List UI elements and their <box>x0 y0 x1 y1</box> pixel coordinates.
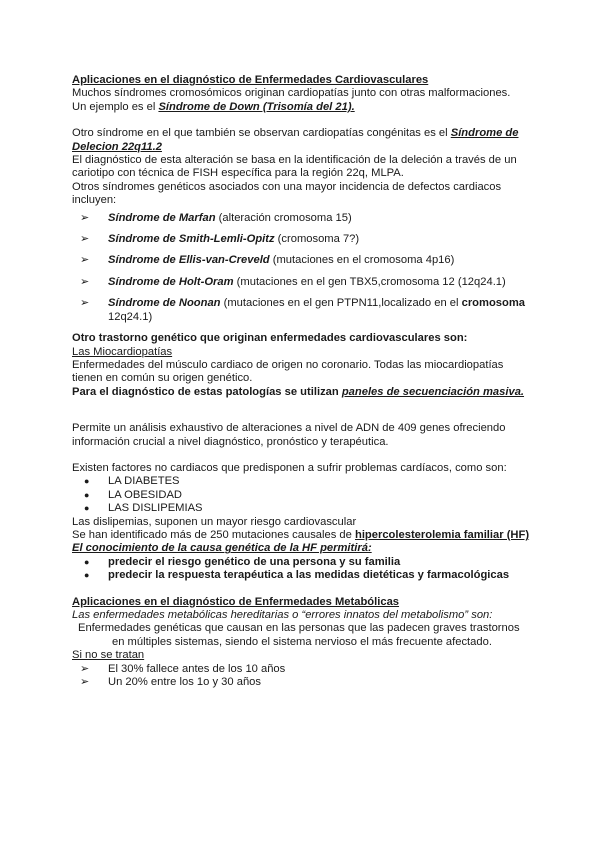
tratan-item: El 30% fallece antes de los 10 años <box>108 662 286 675</box>
list-item <box>72 212 532 225</box>
arrow-bullet-icon: ➢ <box>80 662 90 675</box>
dot-bullet-icon: ● <box>84 503 90 514</box>
miocardiopatias-title: Las Miocardiopatías <box>72 345 173 358</box>
analisis: Permite un análisis exhaustivo de alteraciones a nivel de ADN de 409 genes ofreciendo información crucial a nivel diagnóstico, pronóstico y terapéutica. <box>72 422 506 448</box>
syndrome-detail: (alteración cromosoma 15) <box>215 211 352 224</box>
list-item <box>72 569 532 582</box>
down-line <box>72 101 532 114</box>
factores-list <box>72 475 532 515</box>
delecion-prefix: Otro síndrome en el que también se observan cardiopatías congénitas es el <box>72 127 451 140</box>
syndrome-detail: (mutaciones en el gen PTPN11,localizado en el <box>220 297 462 310</box>
tratan-list <box>72 663 532 690</box>
syndrome-name: Síndrome de Smith-Lemli-Opitz <box>108 233 275 246</box>
arrow-bullet-icon: ➢ <box>80 275 90 288</box>
arrow-bullet-icon: ➢ <box>80 297 90 310</box>
conocimiento-item: predecir el riesgo genético de una persona y su familia <box>108 555 401 568</box>
conocimiento-list <box>72 556 532 583</box>
list-item <box>72 233 532 246</box>
metab-subtitle: Las enfermedades metabólicas hereditarias o “errores innatos del metabolismo” son: <box>72 609 493 621</box>
document-content <box>72 74 532 689</box>
tratan-item: Un 20% entre los 1o y 30 años <box>108 676 261 689</box>
syndrome-name: Síndrome de Holt-Oram <box>108 275 234 288</box>
si-no-se-tratan: Si no se tratan <box>72 649 145 662</box>
arrow-bullet-icon: ➢ <box>80 233 90 246</box>
factor-label: LA OBESIDAD <box>108 488 182 501</box>
list-item <box>72 502 532 515</box>
paneles-line <box>72 386 532 399</box>
dot-bullet-icon: ● <box>84 476 90 487</box>
paneles-link: paneles de secuenciación masiva. <box>341 385 525 398</box>
syndrome-extra-bold: cromosoma <box>461 297 526 310</box>
dislipemias: Las dislipemias, suponen un mayor riesgo cardiovascular <box>72 515 357 528</box>
mutaciones-line <box>72 529 532 542</box>
syndrome-list <box>72 212 532 324</box>
delecion-syndrome-name: Síndrome de Delecion 22q11.2 <box>72 127 519 153</box>
dot-bullet-icon: ● <box>84 570 90 581</box>
arrow-bullet-icon: ➢ <box>80 254 90 267</box>
list-item <box>72 663 532 676</box>
cardio-intro: Muchos síndromes cromosómicos originan cardiopatías junto con otras malformaciones. <box>72 87 511 100</box>
dot-bullet-icon: ● <box>84 556 90 567</box>
hipercolesterolemia-term: hipercolesterolemia familiar (HF) <box>354 528 530 541</box>
list-item <box>72 676 532 689</box>
conocimiento-item: predecir la respuesta terapéutica a las medidas dietéticas y farmacológicas <box>108 569 510 582</box>
miocardiopatias-desc: Enfermedades del músculo cardiaco de origen no coronario. Todas las miocardiopatías tienen en común su origen genético. <box>72 358 504 385</box>
otro-trastorno: Otro trastorno genético que originan enfermedades cardiovasculares son: <box>72 332 468 345</box>
down-syndrome-name: Síndrome de Down (Trisomía del 21). <box>158 100 355 113</box>
list-item <box>72 489 532 502</box>
down-prefix: Un ejemplo es el <box>72 100 159 113</box>
conocimiento: El conocimiento de la causa genética de la HF permitirá: <box>72 542 372 555</box>
factor-label: LA DIABETES <box>108 475 180 488</box>
syndrome-extra: 12q24.1) <box>108 310 153 323</box>
list-item <box>72 297 532 324</box>
factor-label: LAS DISLIPEMIAS <box>108 502 203 515</box>
syndrome-detail: (mutaciones en el gen TBX5,cromosoma 12 (12q24.1) <box>233 275 506 288</box>
list-item <box>72 556 532 569</box>
section-title-metab: Aplicaciones en el diagnóstico de Enfermedades Metabólicas <box>72 595 400 608</box>
factores: Existen factores no cardiacos que predisponen a sufrir problemas cardíacos, como son: <box>72 461 507 474</box>
syndrome-detail: (mutaciones en el cromosoma 4p16) <box>269 254 455 267</box>
otros-sindromes: Otros síndromes genéticos asociados con una mayor incidencia de defectos cardiacos incluyen: <box>72 180 502 207</box>
arrow-bullet-icon: ➢ <box>80 211 90 224</box>
arrow-bullet-icon: ➢ <box>80 676 90 689</box>
section-title-cardio: Aplicaciones en el diagnóstico de Enfermedades Cardiovasculares <box>72 74 429 86</box>
syndrome-detail: (cromosoma 7?) <box>274 233 360 246</box>
delecion-line <box>72 127 532 154</box>
mutaciones-prefix: Se han identificado más de 250 mutaciones causales de <box>72 528 355 541</box>
delecion-desc: El diagnóstico de esta alteración se basa en la identificación de la deleción a través de un cariotipo con técnica de FISH específica para la región 22q, MLPA. <box>72 154 517 180</box>
list-item <box>72 475 532 488</box>
metab-desc: Enfermedades genéticas que causan en las personas que las padecen graves trastornos en múltiples sistemas, siendo el sistema nervioso el más frecuente afectado. <box>78 622 520 648</box>
syndrome-name: Síndrome de Noonan <box>108 297 221 310</box>
list-item <box>72 254 532 267</box>
syndrome-name: Síndrome de Marfan <box>108 211 216 224</box>
list-item <box>72 276 532 289</box>
paneles-prefix: Para el diagnóstico de estas patologías se utilizan <box>72 385 342 398</box>
dot-bullet-icon: ● <box>84 489 90 500</box>
syndrome-name: Síndrome de Ellis-van-Creveld <box>108 254 270 267</box>
